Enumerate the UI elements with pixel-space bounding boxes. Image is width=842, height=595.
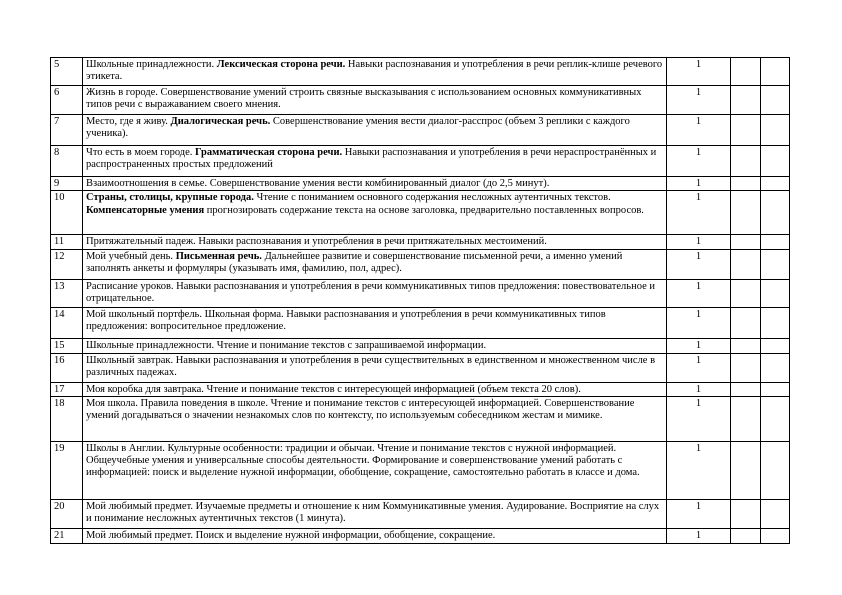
date-plan-cell [731,528,761,543]
date-fact-cell [761,115,790,146]
lesson-number: 17 [51,382,83,396]
topic-text: Мой любимый предмет. Поиск и выделение нужной информации, обобщение, сокращение. [86,529,496,541]
lesson-number: 19 [51,441,83,499]
topic-keyword: Диалогическая речь. [170,116,271,127]
lesson-hours: 1 [667,177,731,191]
lesson-topic [83,115,667,146]
table-row [51,86,790,115]
date-fact-cell [761,86,790,115]
lesson-hours: 1 [667,58,731,86]
topic-text: Моя школа. Правила поведения в школе. Чтение и понимание текстов с интересующей информацией. Совершенствование умений догадываться о значении незнакомых слов по контексту, по используемым собеседником жестам и мимике. [86,397,635,422]
topic-keyword: Страны, столицы, крупные города. [86,192,254,204]
lesson-hours: 1 [667,235,731,249]
topic-text: прогнозировать содержание текста на основе заголовка, предварительно поставленных вопросов. [204,204,644,216]
table-row [51,353,790,382]
date-fact-cell [761,382,790,396]
table-row [51,146,790,177]
topic-text: Жизнь в городе. Совершенствование умений строить связные высказывания с использованием основных коммуникативных типов речи с выражаванием своего мнения. [86,87,642,111]
date-plan-cell [731,235,761,249]
date-plan-cell [731,115,761,146]
date-plan-cell [731,86,761,115]
lesson-topic [83,86,667,115]
date-plan-cell [731,382,761,396]
lesson-topic [83,338,667,353]
date-fact-cell [761,249,790,279]
date-fact-cell [761,353,790,382]
table-row [51,382,790,396]
date-plan-cell [731,58,761,86]
table-row [51,279,790,307]
date-plan-cell [731,146,761,177]
lesson-topic [83,382,667,396]
date-plan-cell [731,353,761,382]
date-plan-cell [731,499,761,528]
table-row [51,235,790,249]
lesson-hours: 1 [667,146,731,177]
lesson-number: 12 [51,249,83,279]
topic-text: Школьные принадлежности. Чтение и понимание текстов с запрашиваемой информации. [86,339,487,351]
lesson-number: 7 [51,115,83,146]
lesson-plan-body [51,58,790,544]
date-plan-cell [731,396,761,441]
topic-text: Школьные принадлежности. [86,59,217,70]
topic-keyword: Компенсаторные умения [86,204,205,216]
date-fact-cell [761,191,790,235]
lesson-topic [83,146,667,177]
date-plan-cell [731,191,761,235]
lesson-hours: 1 [667,249,731,279]
topic-text: Что есть в моем городе. [86,147,196,158]
topic-keyword: Грамматическая сторона речи. [195,147,343,158]
lesson-number: 21 [51,528,83,543]
lesson-topic [83,441,667,499]
lesson-number: 5 [51,58,83,86]
date-fact-cell [761,499,790,528]
date-plan-cell [731,177,761,191]
table-row [51,58,790,86]
lesson-topic [83,249,667,279]
date-fact-cell [761,307,790,338]
date-plan-cell [731,441,761,499]
lesson-topic [83,235,667,249]
lesson-hours: 1 [667,307,731,338]
topic-keyword: Лексическая сторона речи. [216,59,346,70]
table-row [51,396,790,441]
lesson-hours: 1 [667,279,731,307]
lesson-topic [83,353,667,382]
lesson-topic [83,499,667,528]
topic-text: Чтение с пониманием основного содержания несложных аутентичных текстов. [253,192,611,204]
lesson-hours: 1 [667,499,731,528]
topic-text: Школьный завтрак. Навыки распознавания и употребления в речи существительных в единственном и множественном числе в различных падежах. [86,354,656,378]
lesson-hours: 1 [667,382,731,396]
table-row [51,115,790,146]
lesson-topic [83,396,667,441]
lesson-hours: 1 [667,338,731,353]
lesson-hours: 1 [667,86,731,115]
date-plan-cell [731,249,761,279]
topic-text: Школы в Англии. Культурные особенности: традиции и обычаи. Чтение и понимание текстов с нужной информацией. Общеучебные умения и универсальные способы деятельности. Формирование и совершенствование умений работать с информацией: поиск и выделение нужной информации, обобщение, сокращение, самостоятельно работать в классе и дома. [86,442,640,479]
date-fact-cell [761,338,790,353]
lesson-topic [83,279,667,307]
date-fact-cell [761,528,790,543]
lesson-hours: 1 [667,528,731,543]
lesson-number: 9 [51,177,83,191]
lesson-hours: 1 [667,353,731,382]
table-row [51,528,790,543]
lesson-topic [83,307,667,338]
lesson-number: 11 [51,235,83,249]
lesson-number: 14 [51,307,83,338]
lesson-hours: 1 [667,115,731,146]
topic-keyword: Письменная речь. [175,250,262,262]
date-plan-cell [731,307,761,338]
lesson-topic [83,528,667,543]
topic-text: Мой школьный портфель. Школьная форма. Навыки распознавания и употребления в речи коммуникативных типов предложения: вопросительное предложение. [86,308,606,332]
lesson-number: 15 [51,338,83,353]
lesson-number: 6 [51,86,83,115]
date-fact-cell [761,396,790,441]
lesson-topic [83,58,667,86]
table-row [51,441,790,499]
lesson-topic [83,177,667,191]
lesson-number: 10 [51,191,83,235]
lesson-number: 18 [51,396,83,441]
topic-text: Совершенствование умения вести диалог-расспрос (объем 3 реплики с каждого ученика). [86,116,630,140]
topic-text: Притяжательный падеж. Навыки распознавания и употребления в речи притяжательных местоимений. [86,236,547,248]
topic-text: Расписание уроков. Навыки распознавания и употребления в речи коммуникативных типов предложения: повествовательное и отрицательное. [86,280,655,304]
topic-text: Мой учебный день. [86,250,176,262]
topic-text: Мой любимый предмет. Изучаемые предметы и отношение к ним Коммуникативные умения. Аудирование. Восприятие на слух и понимание несложных аутентичных текстов (1 минута). [86,500,660,525]
table-row [51,249,790,279]
table-row [51,191,790,235]
lesson-plan-table [50,57,790,544]
lesson-number: 8 [51,146,83,177]
topic-text: Место, где я живу. [86,116,171,127]
date-fact-cell [761,58,790,86]
lesson-hours: 1 [667,441,731,499]
date-fact-cell [761,146,790,177]
date-fact-cell [761,177,790,191]
topic-text: Взаимоотношения в семье. Совершенствование умения вести комбинированный диалог (до 2,5 минут). [86,178,550,189]
date-fact-cell [761,235,790,249]
table-row [51,307,790,338]
date-plan-cell [731,279,761,307]
lesson-number: 16 [51,353,83,382]
date-plan-cell [731,338,761,353]
date-fact-cell [761,279,790,307]
table-row [51,499,790,528]
date-fact-cell [761,441,790,499]
table-row [51,177,790,191]
topic-text: Моя коробка для завтрака. Чтение и понимание текстов с интересующей информацией (объем текста 20 слов). [86,383,581,395]
table-row [51,338,790,353]
topic-text: Навыки распознавания и употребления в речи реплик-клише речевого этикета. [86,59,663,83]
lesson-number: 13 [51,279,83,307]
lesson-topic [83,191,667,235]
lesson-hours: 1 [667,396,731,441]
lesson-hours: 1 [667,191,731,235]
topic-text: Дальнейшее развитие и совершенствование письменной речи, а именно умений заполнять анкеты и формуляры (указывать имя, фамилию, пол, адрес). [86,250,623,274]
lesson-number: 20 [51,499,83,528]
topic-text: Навыки распознавания и употребления в речи нераспространённых и распространенных простых предложений [86,147,657,171]
